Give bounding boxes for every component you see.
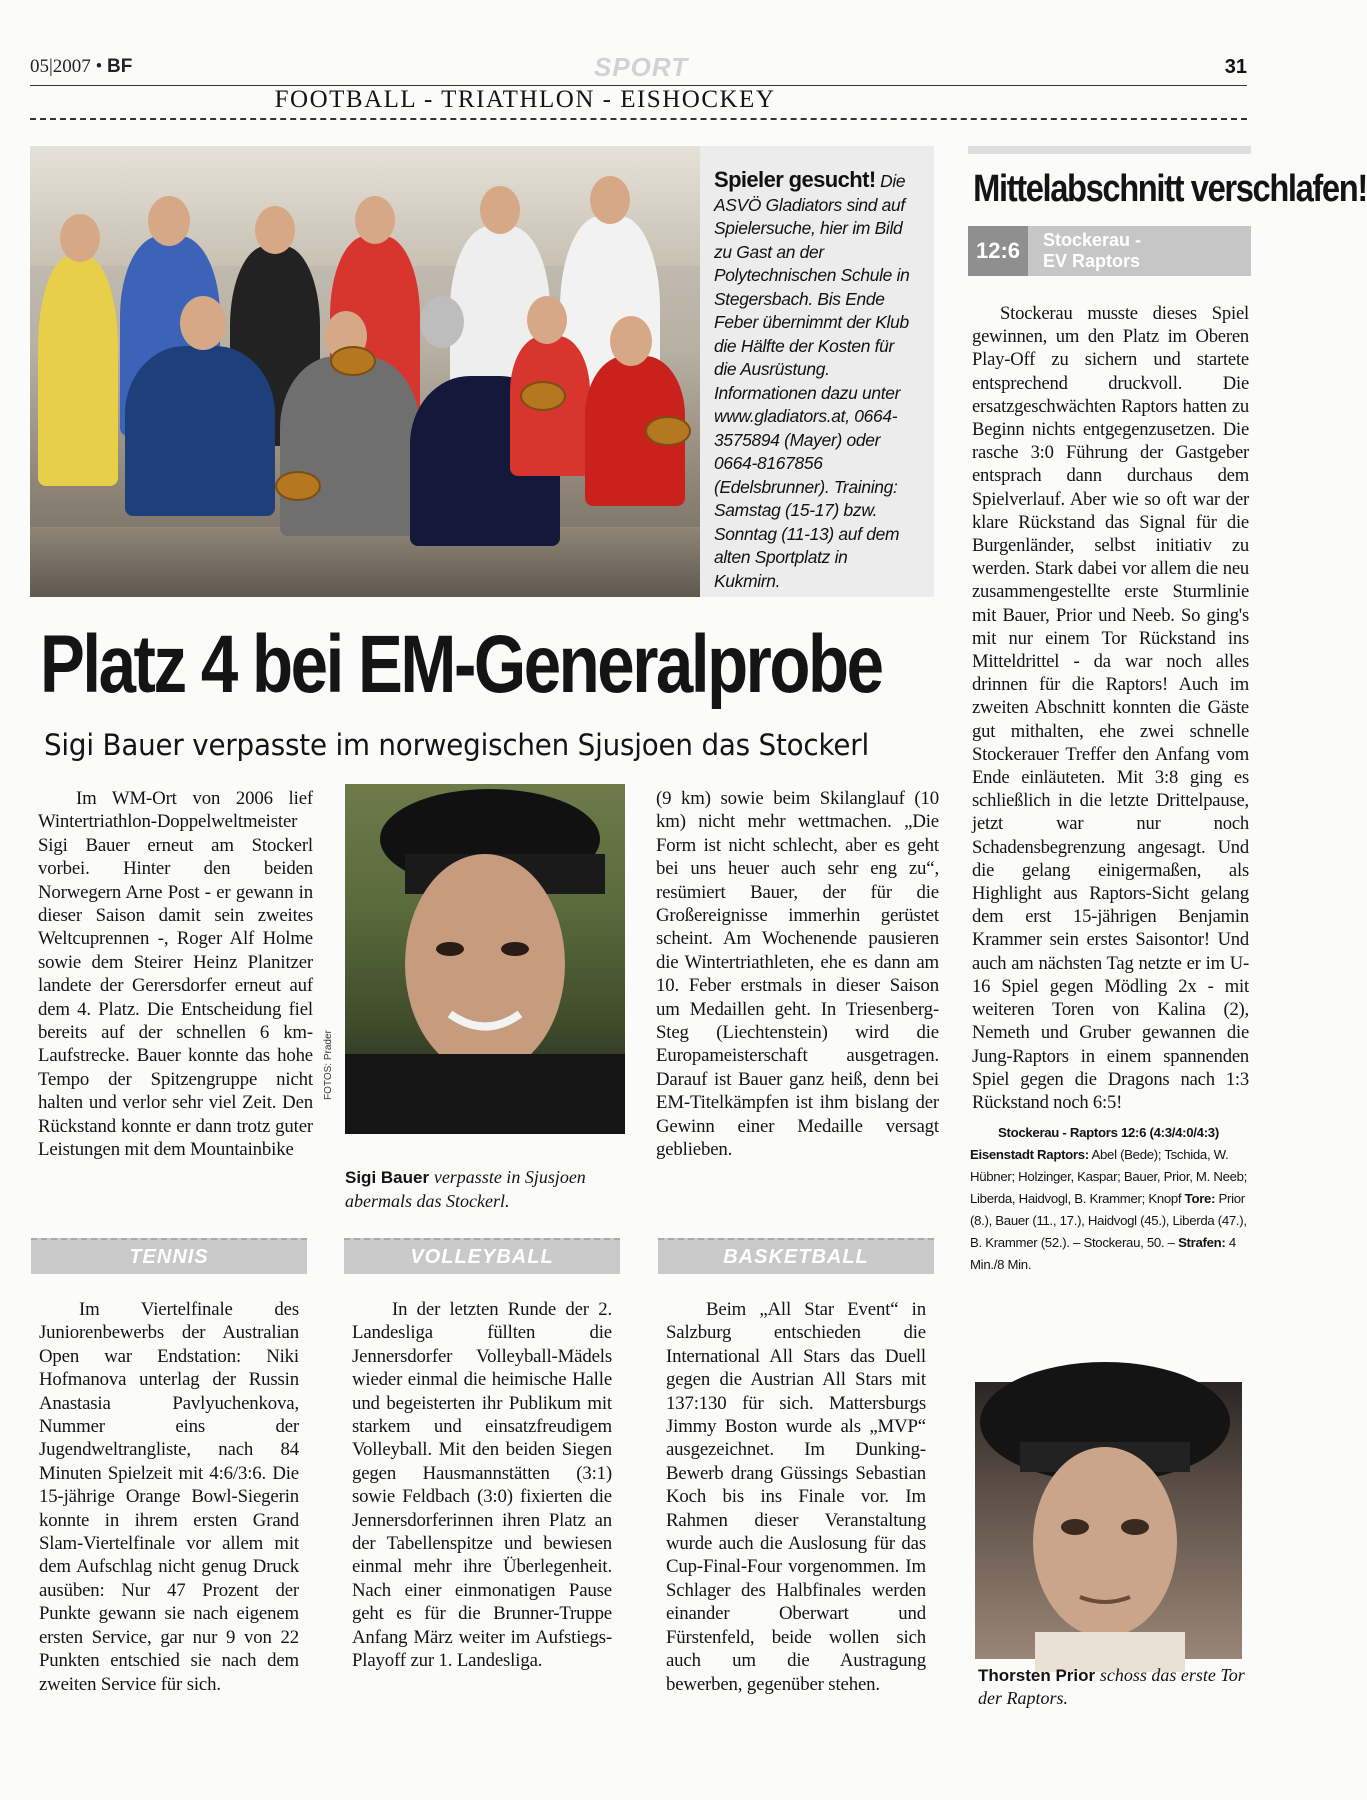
prior-caption-text: schoss das erste Tor der Raptors.	[978, 1665, 1245, 1708]
basketball-section	[658, 1238, 934, 1696]
eishockey-article	[968, 146, 1367, 1276]
issue-number: 05|2007	[30, 56, 91, 77]
prior-photo	[975, 1382, 1242, 1659]
tennis-title: TENNIS	[31, 1238, 307, 1274]
triathlon-column-2	[656, 787, 939, 1162]
tennis-text: Im Viertelfinale des Juniorenbewerbs der Australian Open war Endstation: Niki Hofmanova unterlag der Russin Anastasia Pavlyuchenkova, Nummer eins der Jugendweltrangliste, nach 84 Minuten Spielzeit mit 4:6/3:6. Die 15-jährige Orange Bowl-Siegerin konnte in ihrem ersten Grand Slam-Viertelfinale vor allem mit dem Aufschlag nicht genug Druck ausüben: Nur 47 Prozent der Punkte gewann sie nach eigenem ersten Service, gar nur 9 von 22 Punkten entschied sie nach dem zweiten Service für sich.	[39, 1299, 299, 1695]
stats-roster-label: Eisenstadt Raptors:	[970, 1147, 1089, 1163]
bauer-caption-text: verpasste in Sjusjoen abermals das Stockerl.	[345, 1167, 586, 1211]
basketball-body	[658, 1298, 934, 1696]
topics-line: FOOTBALL - TRIATHLON - EISHOCKEY	[274, 86, 776, 113]
publication-name: BF	[106, 56, 133, 77]
triathlon-text-1: Im WM-Ort von 2006 lief Wintertriathlon-Doppelweltmeister Sigi Bauer erneut am Stockerl vorbei. Hinter den beiden Norwegern Arne Post - er gewann in dieser Saison damit sein zweites Weltcuprennen -, Roger Alf Holme sowie dem Steirer Heinz Planitzer landete der Gerersdorfer erneut auf dem 4. Platz. Die Entscheidung fiel bereits auf der schnellen 6 km-Laufstrecke. Bauer konnte das hohe Tempo der Spitzengruppe nicht halten und verlor sehr viel Zeit. Den Rückstand konnte er dann trotz guter Leistungen mit dem Mountainbike	[38, 788, 313, 1161]
issue-label: 05|2007 • BF	[30, 56, 133, 77]
basketball-text: Beim „All Star Event“ in Salzburg entschieden die International All Stars das Duell gegen die Austrian All Stars mit 137:130 für sich. Mattersburgs Jimmy Boston wurde als „MVP“ ausgezeichnet. Im Dunking-Bewerb drang Güssings Sebastian Koch bis ins Finale vor. Im Rahmen dieser Veranstaltung wurde auch die Auslosung für das Cup-Final-Four vorgenommen. Im Schlager des Halbfinales werden einander Oberwart und Fürstenfeld, beide wollen sich auch um die Austragung bewerben, gegenüber stehen.	[666, 1299, 926, 1695]
eishockey-headline: Mittelabschnitt verschlafen!	[973, 168, 1367, 210]
football-caption-text: Die ASVÖ Gladiators sind auf Spielersuche, hier im Bild zu Gast an der Polytechnischen Schule in Stegersbach. Bis Ende Feber übernimmt der Klub die Hälfte der Kosten für die Ausrüstung. Informationen dazu unter www.gladiators.at, 0664-3575894 (Mayer) oder 0664-8167856 (Edelsbrunner). Training: Samstag (15-17) bzw. Sonntag (11-13) auf dem alten Sportplatz in Kukmirn.	[714, 171, 910, 591]
eishockey-topbar	[968, 146, 1251, 154]
prior-caption	[978, 1664, 1248, 1710]
basketball-title: BASKETBALL	[658, 1238, 934, 1274]
stats-penalties: 4 Min./8 Min.	[970, 1235, 1236, 1273]
page-number: 31	[1224, 56, 1247, 78]
score-bar	[968, 226, 1251, 276]
eishockey-stats	[968, 1122, 1251, 1276]
bauer-caption	[345, 1166, 630, 1213]
volleyball-title: VOLLEYBALL	[344, 1238, 620, 1274]
eishockey-text: Stockerau musste dieses Spiel gewinnen, um den Platz im Oberen Play-Off zu sichern und startete entsprechend druckvoll. Die ersatzgeschwächten Raptors hatten zu Beginn nichts entgegenzusetzen. Die rasche 3:0 Führung der Gastgeber entsprach dann durchaus dem Spielverlauf. Aber wie so oft war der klare Rückstand das Signal für die Burgenländer, selbst initiativ zu werden. Stark dabei vor allem die neu zusammengestellte erste Sturmlinie mit Bauer, Prior und Neeb. So ging's mit nur einem Tor Rückstand ins Mitteldrittel - da war noch alles drinnen für die Raptors! Auch im zweiten Abschnitt konnten die Gäste gut mithalten, ehe zwei schnelle Stockerauer Treffer den Anfang vom Ende einläuteten. Mit 3:8 ging es schließlich in die letzte Drittelpause, jetzt war nur noch Schadensbegrenzung angesagt. Und die gelang einigermaßen, als Highlight aus Raptors-Sicht gelang dem erst 15-jährigen Benjamin Krammer sein erstes Saisontor! Und auch am nächsten Tag netzte er im U-16 Spiel gegen Mödling 2x - mit weiteren Toren von Kalina (2), Nemeth und Gruber gewannen die Jung-Raptors in einem spannenden Spiel gegen die Dragons nach 1:3 Rückstand noch 6:5!	[972, 303, 1249, 1113]
eishockey-body	[968, 302, 1251, 1114]
football-caption-lead: Spieler gesucht!	[714, 167, 876, 192]
prior-caption-name: Thorsten Prior	[978, 1666, 1096, 1685]
triathlon-column-1	[38, 787, 313, 1162]
stats-result: Stockerau - Raptors 12:6 (4:3/4:0/4:3)	[998, 1125, 1219, 1141]
stats-penalties-label: Strafen:	[1178, 1235, 1226, 1251]
score-teams-line1: Stockerau -	[1043, 230, 1142, 250]
tennis-body	[31, 1298, 307, 1696]
stats-goals: Prior (8.), Bauer (11., 17.), Haidvogl (45.), Liberda (47.), B. Krammer (52.). – Stockerau, 50. –	[970, 1191, 1247, 1251]
section-label: SPORT	[594, 52, 689, 82]
score-value: 12:6	[968, 226, 1028, 276]
football-caption	[700, 146, 934, 597]
score-teams	[1043, 230, 1141, 272]
triathlon-subheadline: Sigi Bauer verpasste im norwegischen Sjusjoen das Stockerl	[44, 728, 869, 762]
bauer-photo	[345, 784, 625, 1132]
volleyball-body	[344, 1298, 620, 1673]
tennis-section	[31, 1238, 307, 1696]
photo-credit: FOTOS: Prader	[323, 1030, 334, 1100]
volleyball-text: In der letzten Runde der 2. Landesliga füllten die Jennersdorfer Volleyball-Mädels wieder einmal die heimische Halle und begeisterten ihr Publikum mit starkem und einsatzfreudigem Volleyball. Mit den beiden Siegen gegen Hausmannstätten (3:1) sowie Feldbach (3:0) fixierten die Jennersdorferinnen ihren Platz an der Tabellenspitze und bewiesen einmal mehr ihre Überlegenheit. Nach einer einmonatigen Pause geht es für die Brunner-Truppe Anfang März weiter im Aufstiegs-Playoff zur 1. Landesliga.	[352, 1299, 612, 1672]
football-team-photo	[30, 146, 700, 597]
header-dashed-rule	[30, 118, 1247, 120]
triathlon-headline: Platz 4 bei EM-Generalprobe	[40, 619, 882, 710]
stats-goals-label: Tore:	[1184, 1191, 1216, 1207]
triathlon-text-2: (9 km) sowie beim Skilanglauf (10 km) nicht mehr wettmachen. „Die Form ist nicht schlecht, aber es geht bei uns heuer auch sehr eng zu“, resümiert Bauer, der für die Großereignisse immerhin gerüstet scheint. Am Wochenende pausieren die Wintertriathleten, ehe es dann am 10. Feber erstmals in dieser Saison um Medaillen geht. In Triesenberg-Steg (Liechtenstein) wird die Europameisterschaft ausgetragen. Darauf ist Bauer ganz heiß, denn bei EM-Titelkämpfen ist ihm bislang der Gewinn einer Medaille versagt geblieben.	[656, 788, 939, 1161]
volleyball-section	[344, 1238, 620, 1673]
score-teams-line2: EV Raptors	[1043, 251, 1141, 271]
bauer-caption-name: Sigi Bauer	[345, 1168, 430, 1187]
stats-roster: Abel (Bede); Tschida, W. Hübner; Holzinger, Kaspar; Bauer, Prior, M. Neeb; Liberda, Haidvogl, B. Krammer; Knopf	[970, 1147, 1248, 1207]
